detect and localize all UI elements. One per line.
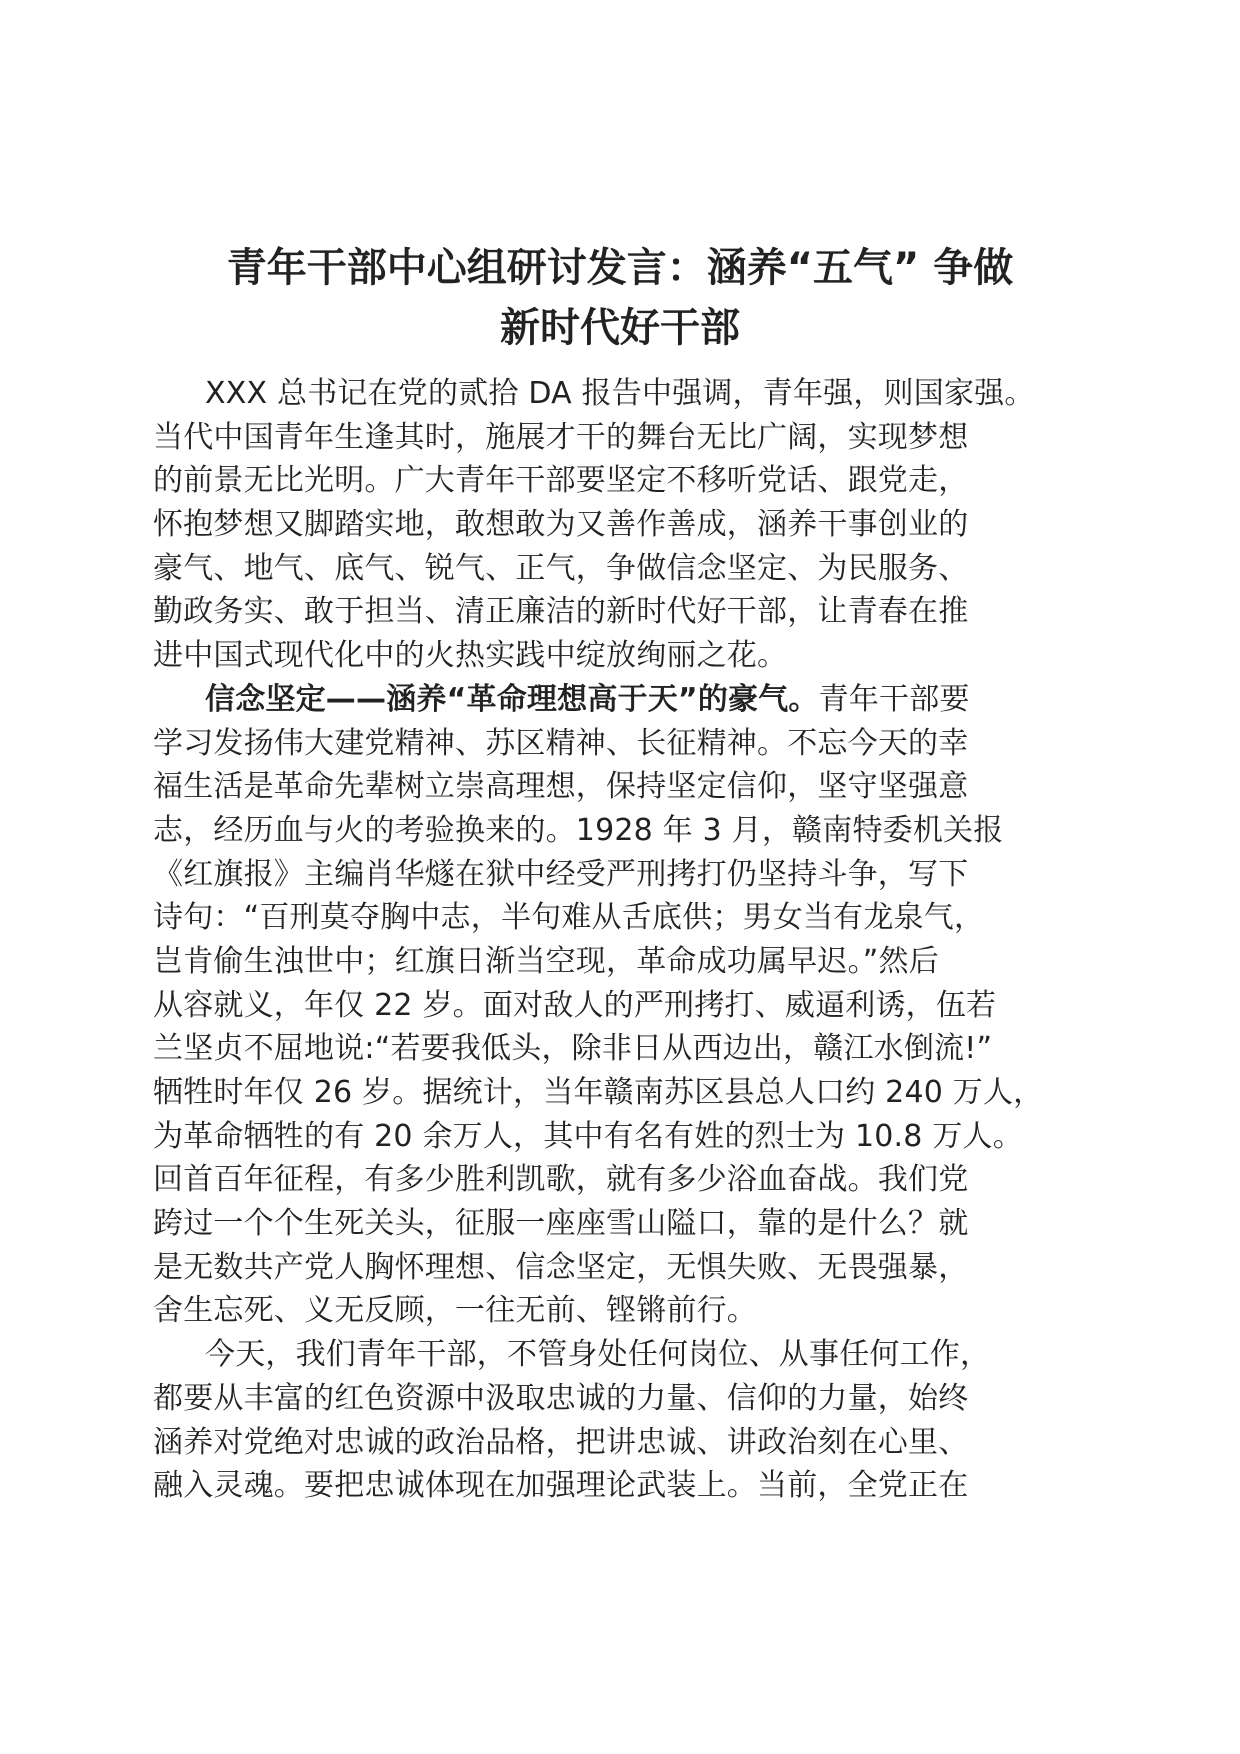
text-line: 进中国式现代化中的火热实践中绽放绚丽之花。 (153, 638, 788, 674)
text-line: 涵养对党绝对忠诚的政治品格，把讲忠诚、讲政治刻在心里、 (153, 1424, 969, 1460)
text-line: 学习发扬伟大建党精神、苏区精神、长征精神。不忘今天的幸 (153, 725, 969, 761)
text-line: 福生活是革命先辈树立崇高理想，保持坚定信仰，坚守坚强意 (153, 769, 969, 805)
document-body (153, 372, 1113, 1508)
text-line: 岂肯偷生浊世中；红旗日渐当空现，革命成功属早迟。”然后 (153, 943, 939, 979)
heading-trailing-text: 青年干部要 (818, 681, 970, 717)
text-line: 怀抱梦想又脚踏实地，敢想敢为又善作善成，涵养干事创业的 (153, 507, 969, 543)
paragraph-intro (153, 372, 1113, 678)
paragraph-faith (153, 678, 1113, 1333)
text-line: 是无数共产党人胸怀理想、信念坚定，无惧失败、无畏强暴， (153, 1249, 969, 1285)
text-line (153, 678, 1113, 722)
text-line: 回首百年征程，有多少胜利凯歌，就有多少浴血奋战。我们党 (153, 1162, 969, 1198)
title-line: 新时代好干部 (500, 305, 740, 351)
text-line: XXX 总书记在党的贰拾 DA 报告中强调，青年强，则国家强。 (205, 376, 1035, 411)
text-line: 勤政务实、敢于担当、清正廉洁的新时代好干部，让青春在推 (153, 594, 969, 630)
text-line: 都要从丰富的红色资源中汲取忠诚的力量、信仰的力量，始终 (153, 1380, 969, 1416)
text-line: 的前景无比光明。广大青年干部要坚定不移听党话、跟党走， (153, 463, 969, 499)
text-line: 诗句：“百刑莫夺胸中志，半句难从舌底供；男女当有龙泉气， (153, 900, 985, 936)
text-line: 为革命牺牲的有 20 余万人，其中有名有姓的烈士为 10.8 万人。 (153, 1118, 1023, 1154)
text-line: 豪气、地气、底气、锐气、正气，争做信念坚定、为民服务、 (153, 550, 969, 586)
text-line: 兰坚贞不屈地说:“若要我低头，除非日从西边出，赣江水倒流!” (153, 1031, 993, 1067)
text-line: 志，经历血与火的考验换来的。1928 年 3 月，赣南特委机关报 (153, 812, 1004, 848)
text-line: 牺牲时年仅 26 岁。据统计，当年赣南苏区县总人口约 240 万人， (153, 1075, 1044, 1110)
paragraph-today (153, 1333, 1113, 1508)
text-line: 当代中国青年生逢其时，施展才干的舞台无比广阔，实现梦想 (153, 419, 969, 455)
document-title (150, 238, 1090, 358)
title-line: 青年干部中心组研讨发言：涵养“五气” 争做 (226, 245, 1014, 291)
section-heading: 信念坚定——涵养“革命理想高于天”的豪气。 (205, 681, 819, 717)
text-line: 从容就义，年仅 22 岁。面对敌人的严刑拷打、威逼利诱，伍若 (153, 987, 997, 1023)
text-line: 舍生忘死、义无反顾，一往无前、铿锵前行。 (153, 1293, 757, 1329)
text-line: 跨过一个个生死关头，征服一座座雪山隘口，靠的是什么？就 (153, 1206, 969, 1242)
text-line: 今天，我们青年干部，不管身处任何岗位、从事任何工作， (205, 1337, 991, 1373)
text-line: 《红旗报》主编肖华燧在狱中经受严刑拷打仍坚持斗争，写下 (153, 856, 969, 892)
text-line: 融入灵魂。要把忠诚体现在加强理论武装上。当前，全党正在 (153, 1468, 969, 1504)
